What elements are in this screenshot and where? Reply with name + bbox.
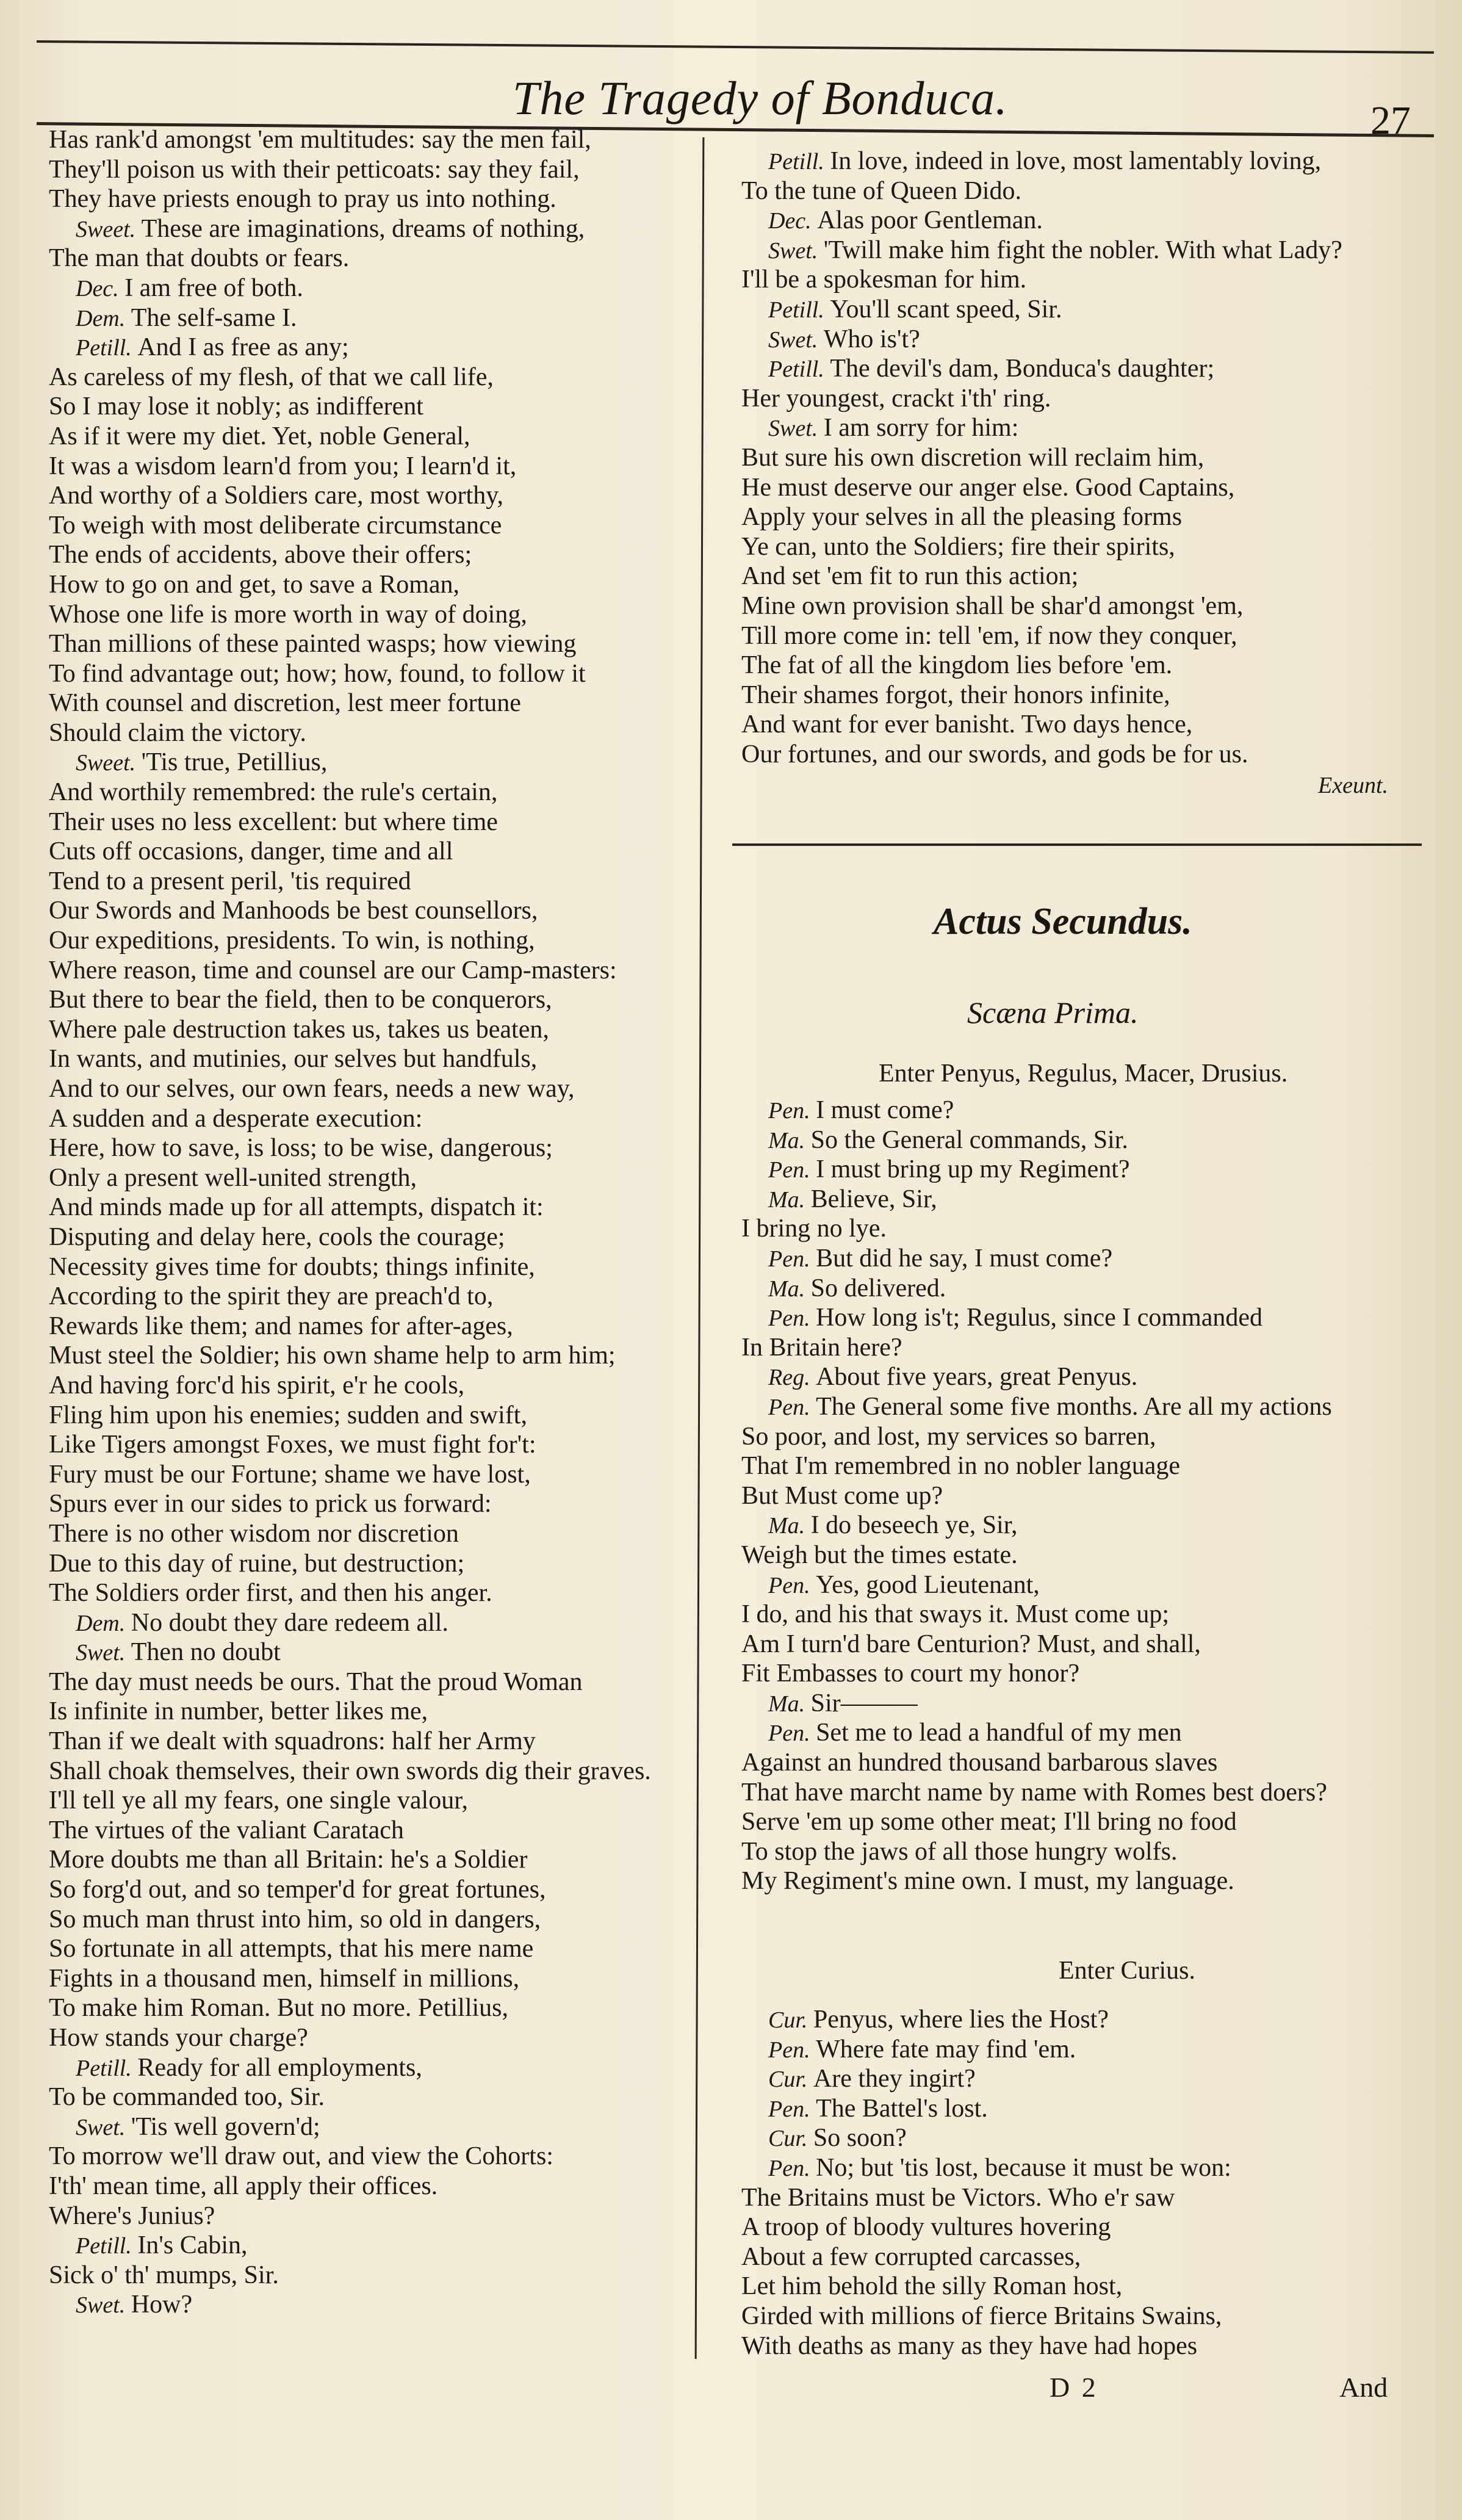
catchword: And (1339, 2372, 1388, 2403)
verse-line: Reg. About five years, great Penyus. (768, 1363, 1138, 1392)
verse-line: Her youngest, crackt i'th' ring. (741, 384, 1051, 413)
verse-line: More doubts me than all Britain: he's a Soldier (49, 1846, 528, 1874)
verse-line: Let him behold the silly Roman host, (741, 2272, 1123, 2301)
verse-line: According to the spirit they are preach'd to, (49, 1282, 494, 1311)
verse-line: Is infinite in number, better likes me, (49, 1697, 428, 1726)
verse-line: With deaths as many as they have had hopes (741, 2331, 1198, 2360)
verse-line: That I'm remembred in no nobler language (741, 1452, 1180, 1481)
verse-line: Than if we dealt with squadrons: half her Army (49, 1727, 536, 1756)
verse-line: And minds made up for all attempts, dispatch it: (49, 1193, 544, 1222)
verse-line: Fights in a thousand men, himself in millions, (49, 1964, 520, 1993)
verse-line: But sure his own discretion will reclaim him, (741, 443, 1205, 472)
verse-line: To morrow we'll draw out, and view the Cohorts: (49, 2142, 553, 2171)
verse-line: They have priests enough to pray us into nothing. (49, 185, 556, 214)
verse-line: Tend to a present peril, 'tis required (49, 867, 411, 895)
speaker-prefix: Dec. (76, 275, 125, 301)
verse-line: Pen. Yes, good Lieutenant, (768, 1570, 1040, 1599)
verse-line: Swet. How? (76, 2291, 193, 2319)
verse-line: Against an hundred thousand barbarous slaves (741, 1749, 1218, 1777)
speaker-prefix: Cur. (768, 2007, 813, 2033)
verse-line: But Must come up? (741, 1481, 943, 1510)
verse-line: How stands your charge? (49, 2024, 308, 2052)
speaker-prefix: Petill. (768, 356, 830, 383)
verse-line: The virtues of the valiant Caratach (49, 1816, 404, 1844)
top-rule (37, 40, 1434, 54)
verse-line: Dec. Alas poor Gentleman. (768, 206, 1043, 235)
verse-line: Pen. No; but 'tis lost, because it must be won: (768, 2153, 1231, 2182)
verse-line: Rewards like them; and names for after-ages, (49, 1312, 513, 1340)
verse-line: Pen. I must come? (768, 1096, 954, 1124)
speaker-prefix: Swet. (76, 2114, 131, 2140)
verse-line: Cur. So soon? (768, 2124, 907, 2153)
verse-line: Like Tigers amongst Foxes, we must fight for't: (49, 1431, 536, 1459)
verse-line: And having forc'd his spirit, e'r he cools, (49, 1371, 465, 1399)
speaker-prefix: Reg. (768, 1365, 816, 1391)
verse-line: That have marcht name by name with Romes best doers? (741, 1778, 1327, 1807)
verse-line: My Regiment's mine own. I must, my language. (741, 1867, 1234, 1896)
verse-line: Am I turn'd bare Centurion? Must, and shall, (741, 1630, 1201, 1658)
verse-line: To stop the jaws of all those hungry wolfs. (741, 1837, 1178, 1866)
exeunt-direction: Exeunt. (1318, 773, 1389, 798)
verse-line: Has rank'd amongst 'em multitudes: say the men fail, (49, 126, 591, 154)
verse-line: I bring no lye. (741, 1215, 887, 1243)
speaker-prefix: Petill. (768, 297, 830, 323)
speaker-prefix: Ma. (768, 1127, 811, 1153)
speaker-prefix: Pen. (768, 1305, 816, 1332)
verse-line: Pen. Set me to lead a handful of my men (768, 1719, 1182, 1747)
verse-line: Apply your selves in all the pleasing forms (741, 503, 1183, 532)
speaker-prefix: Ma. (768, 1513, 811, 1539)
verse-line: Fury must be our Fortune; shame we have lost, (49, 1460, 531, 1489)
verse-line: Sick o' th' mumps, Sir. (49, 2261, 279, 2289)
verse-line: They'll poison us with their petticoats: say they fail, (49, 155, 580, 184)
verse-line: Petill. The devil's dam, Bonduca's daughter; (768, 355, 1215, 383)
speaker-prefix: Swet. (768, 416, 824, 442)
verse-line: Our expeditions, presidents. To win, is nothing, (49, 926, 535, 955)
verse-line: Petill. In's Cabin, (76, 2231, 248, 2260)
verse-line: With counsel and discretion, lest meer fortune (49, 689, 521, 718)
verse-line: Serve 'em up some other meat; I'll bring no food (741, 1808, 1237, 1836)
verse-line: Where's Junius? (49, 2201, 215, 2230)
speaker-prefix: Swet. (768, 327, 824, 353)
verse-line: Whose one life is more worth in way of doing, (49, 600, 527, 629)
speaker-prefix: Cur. (768, 2067, 813, 2093)
verse-line: Only a present well-united strength, (49, 1163, 417, 1192)
verse-line: As if it were my diet. Yet, noble General, (49, 422, 470, 450)
speaker-prefix: Sweet. (76, 750, 142, 776)
speaker-prefix: Ma. (768, 1186, 811, 1213)
verse-line: Pen. But did he say, I must come? (768, 1244, 1113, 1273)
verse-line: About a few corrupted carcasses, (741, 2242, 1081, 2271)
verse-line: It was a wisdom learn'd from you; I learn'd it, (49, 452, 517, 480)
verse-line: Cuts off occasions, danger, time and all (49, 837, 453, 866)
verse-line: So much man thrust into him, so old in dangers, (49, 1905, 541, 1933)
speaker-prefix: Pen. (768, 1720, 816, 1747)
verse-line: Our Swords and Manhoods be best counsellors, (49, 897, 538, 925)
verse-line: Fit Embasses to court my honor? (741, 1659, 1080, 1688)
verse-line: Ma. I do beseech ye, Sir, (768, 1511, 1018, 1540)
verse-line: Swet. I am sorry for him: (768, 414, 1019, 442)
verse-line: So poor, and lost, my services so barren, (741, 1422, 1156, 1451)
verse-line: I'll tell ye all my fears, one single valour, (49, 1786, 469, 1815)
speaker-prefix: Pen. (768, 2096, 816, 2122)
verse-line: In Britain here? (741, 1333, 902, 1362)
verse-line: To make him Roman. But no more. Petillius, (49, 1994, 509, 2023)
verse-line: Ma. Sir——— (768, 1689, 918, 1717)
speaker-prefix: Pen. (768, 1246, 816, 1272)
left-column (49, 125, 696, 2320)
verse-line: How to go on and get, to save a Roman, (49, 570, 460, 599)
verse-line: Due to this day of ruine, but destruction; (49, 1549, 465, 1578)
speaker-prefix: Dec. (768, 208, 818, 234)
verse-line: Till more come in: tell 'em, if now they conquer, (741, 621, 1237, 650)
verse-line: Dem. No doubt they dare redeem all. (76, 1608, 448, 1637)
verse-line: Pen. The General some five months. Are all my actions (768, 1392, 1332, 1421)
verse-line: Dem. The self-same I. (76, 303, 297, 332)
verse-line: The man that doubts or fears. (49, 244, 350, 273)
verse-line: The Soldiers order first, and then his anger. (49, 1579, 492, 1608)
verse-line: Cur. Are they ingirt? (768, 2065, 976, 2093)
running-title: The Tragedy of Bonduca. (513, 71, 1008, 125)
speaker-prefix: Swet. (76, 1640, 131, 1666)
verse-line: Pen. How long is't; Regulus, since I commanded (768, 1304, 1263, 1332)
verse-line: Swet. 'Tis well govern'd; (76, 2112, 320, 2141)
verse-line: Pen. The Battel's lost. (768, 2094, 988, 2123)
right-column-scene (741, 1096, 1419, 1896)
verse-line: Petill. You'll scant speed, Sir. (768, 295, 1062, 323)
verse-line: Sweet. These are imaginations, dreams of nothing, (76, 214, 585, 243)
speaker-prefix: Pen. (768, 1394, 816, 1420)
verse-line: Swet. 'Twill make him fight the nobler. With what Lady? (768, 236, 1342, 264)
verse-line: Petill. Ready for all employments, (76, 2053, 422, 2082)
verse-line: Petill. In love, indeed in love, most lamentably loving, (768, 147, 1322, 175)
verse-line: Must steel the Soldier; his own shame help to arm him; (49, 1341, 616, 1370)
verse-line: Sweet. 'Tis true, Petillius, (76, 748, 328, 777)
verse-line: Our fortunes, and our swords, and gods be for us. (741, 740, 1248, 768)
speaker-prefix: Pen. (768, 1572, 816, 1598)
verse-line: There is no other wisdom nor discretion (49, 1519, 459, 1548)
verse-line: As careless of my flesh, of that we call life, (49, 363, 494, 391)
verse-line: Cur. Penyus, where lies the Host? (768, 2006, 1109, 2034)
speaker-prefix: Ma. (768, 1691, 811, 1717)
verse-line: In wants, and mutinies, our selves but handfuls, (49, 1045, 538, 1074)
verse-line: I'th' mean time, all apply their offices. (49, 2172, 438, 2200)
verse-line: But there to bear the field, then to be conquerors, (49, 986, 552, 1014)
speaker-prefix: Pen. (768, 2155, 816, 2181)
verse-line: And to our selves, our own fears, needs a new way, (49, 1075, 575, 1103)
speaker-prefix: Dem. (76, 305, 131, 331)
verse-line: Ma. Believe, Sir, (768, 1185, 937, 1213)
speaker-prefix: Petill. (768, 149, 830, 175)
verse-line: So forg'd out, and so temper'd for great fortunes, (49, 1876, 546, 1904)
speaker-prefix: Petill. (76, 2055, 138, 2081)
column-divider (695, 137, 705, 2359)
verse-line: And want for ever banisht. Two days hence, (741, 710, 1193, 739)
verse-line: The Britains must be Victors. Who e'r saw (741, 2183, 1175, 2212)
page-number: 27 (1370, 98, 1411, 143)
verse-line: The ends of accidents, above their offers; (49, 541, 472, 569)
speaker-prefix: Pen. (768, 2037, 816, 2063)
act-divider-rule (732, 843, 1422, 846)
speaker-prefix: Cur. (768, 2126, 813, 2152)
verse-line: A troop of bloody vultures hovering (741, 2213, 1111, 2242)
verse-line: So I may lose it nobly; as indifferent (49, 392, 423, 421)
verse-line: Than millions of these painted wasps; how viewing (49, 630, 577, 659)
speaker-prefix: Dem. (76, 1610, 131, 1636)
verse-line: Shall choak themselves, their own swords dig their graves. (49, 1756, 651, 1785)
speaker-prefix: Sweet. (76, 216, 142, 242)
right-column-top (741, 146, 1419, 769)
verse-line: Ye can, unto the Soldiers; fire their spirits, (741, 532, 1175, 561)
speaker-prefix: Pen. (768, 1098, 816, 1124)
verse-line: Necessity gives time for doubts; things infinite, (49, 1252, 535, 1281)
right-column-end (741, 2005, 1419, 2361)
verse-line: Ma. So delivered. (768, 1274, 946, 1302)
entrance-curius: Enter Curius. (1059, 1957, 1195, 1985)
verse-line: Ma. So the General commands, Sir. (768, 1125, 1128, 1154)
speaker-prefix: Swet. (76, 2292, 131, 2319)
verse-line: Their uses no less excellent: but where time (49, 807, 498, 836)
verse-line: I'll be a spokesman for him. (741, 265, 1027, 294)
verse-line: Mine own provision shall be shar'd amongst 'em, (741, 591, 1244, 620)
verse-line: So fortunate in all attempts, that his mere name (49, 1935, 534, 1963)
verse-line: Fling him upon his enemies; sudden and swift, (49, 1401, 527, 1429)
speaker-prefix: Pen. (768, 1157, 816, 1183)
verse-line: And worthy of a Soldiers care, most worthy, (49, 482, 503, 510)
entrance-direction: Enter Penyus, Regulus, Macer, Drusius. (879, 1060, 1288, 1088)
scene-heading: Scæna Prima. (967, 995, 1139, 1030)
verse-line: He must deserve our anger else. Good Captains, (741, 473, 1235, 502)
verse-line: To the tune of Queen Dido. (741, 176, 1021, 205)
verse-line: To weigh with most deliberate circumstance (49, 511, 502, 540)
speaker-prefix: Swet. (768, 237, 824, 264)
verse-line: Dec. I am free of both. (76, 273, 303, 302)
verse-line: Weigh but the times estate. (741, 1540, 1018, 1569)
verse-line: Pen. Where fate may find 'em. (768, 2035, 1076, 2063)
verse-line: And set 'em fit to run this action; (741, 562, 1079, 591)
verse-line: Their shames forgot, their honors infinite, (741, 681, 1170, 709)
verse-line: And worthily remembred: the rule's certain, (49, 778, 498, 807)
act-heading: Actus Secundus. (934, 901, 1192, 942)
verse-line: To be commanded too, Sir. (49, 2083, 325, 2112)
verse-line: Petill. And I as free as any; (76, 333, 349, 362)
signature-mark: D 2 (1050, 2372, 1098, 2403)
verse-line: Here, how to save, is loss; to be wise, dangerous; (49, 1134, 553, 1163)
verse-line: Pen. I must bring up my Regiment? (768, 1155, 1130, 1184)
verse-line: The fat of all the kingdom lies before 'em. (741, 651, 1173, 680)
verse-line: Where pale destruction takes us, takes us beaten, (49, 1015, 549, 1044)
verse-line: To find advantage out; how; how, found, to follow it (49, 659, 586, 688)
verse-line: Spurs ever in our sides to prick us forward: (49, 1490, 492, 1518)
verse-line: I do, and his that sways it. Must come up; (741, 1600, 1170, 1629)
verse-line: Girded with millions of fierce Britains Swains, (741, 2302, 1222, 2330)
speaker-prefix: Petill. (76, 2233, 138, 2259)
verse-line: The day must needs be ours. That the proud Woman (49, 1667, 583, 1696)
speaker-prefix: Petill. (76, 335, 138, 361)
verse-line: Swet. Then no doubt (76, 1638, 281, 1667)
verse-line: Where reason, time and counsel are our Camp-masters: (49, 956, 617, 984)
verse-line: Swet. Who is't? (768, 325, 920, 353)
speaker-prefix: Ma. (768, 1276, 811, 1302)
verse-line: Should claim the victory. (49, 718, 306, 747)
verse-line: Disputing and delay here, cools the courage; (49, 1222, 505, 1251)
verse-line: A sudden and a desperate execution: (49, 1104, 423, 1133)
